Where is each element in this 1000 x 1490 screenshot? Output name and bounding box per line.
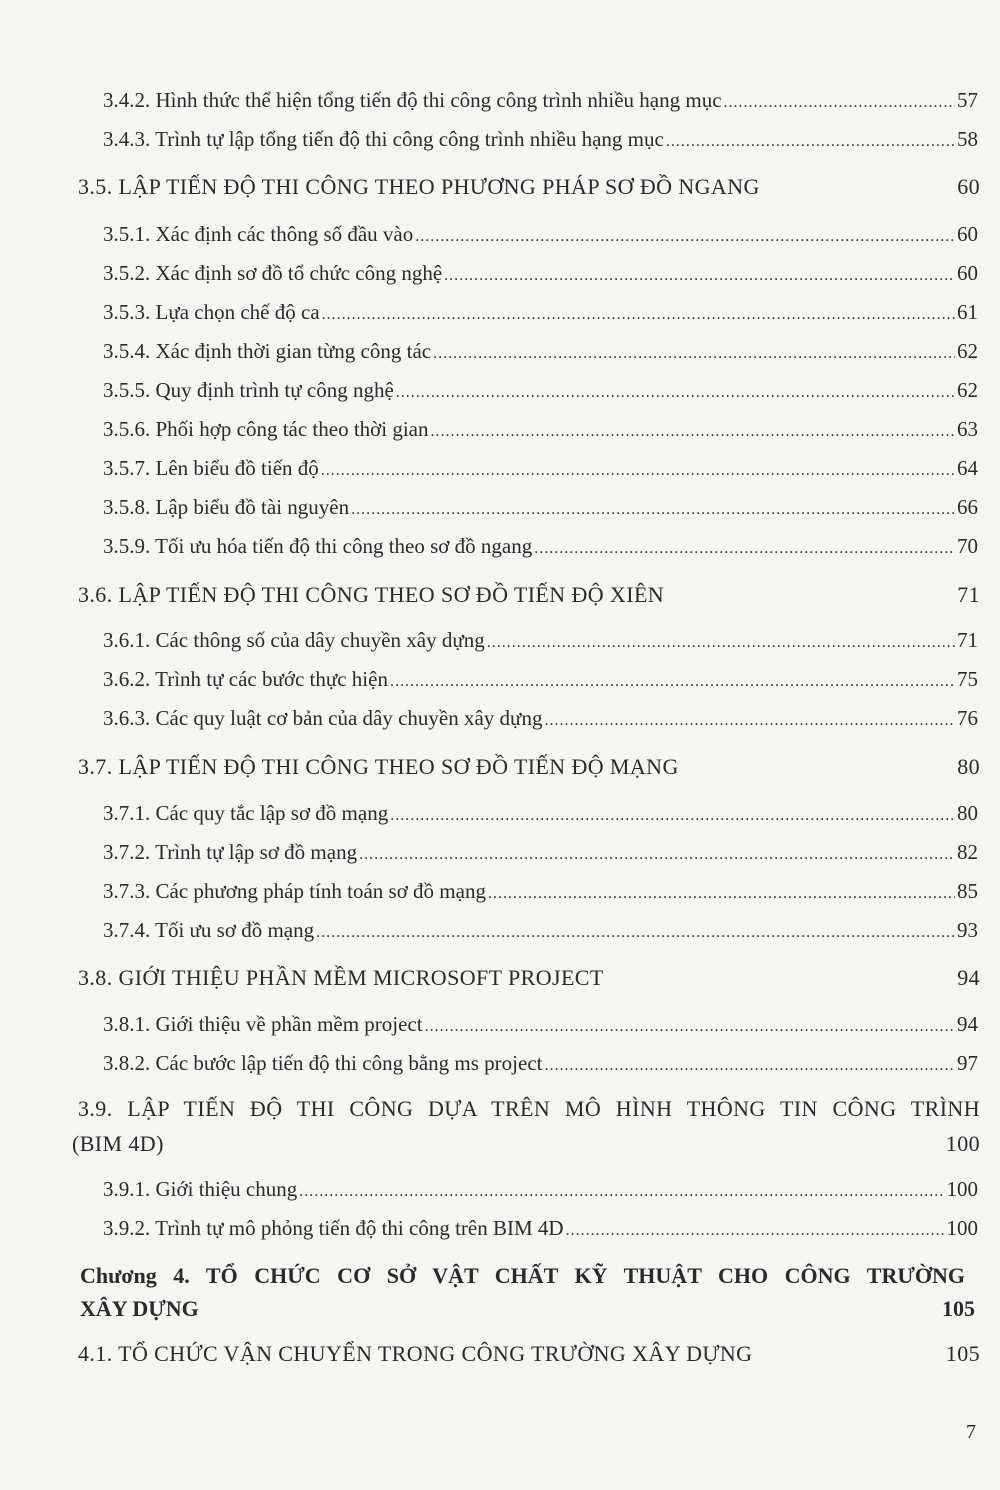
toc-entry-3-6-1 <box>103 628 978 653</box>
toc-entry-page: 85 <box>957 879 978 903</box>
toc-entry-3-5-3 <box>103 300 978 325</box>
toc-section-page: 105 <box>945 1341 980 1366</box>
dot-leader <box>724 94 955 112</box>
toc-chapter-title-cont: XÂY DỰNG <box>80 1296 199 1321</box>
toc-section-3-6 <box>78 582 980 608</box>
toc-entry-3-5-2 <box>103 261 978 286</box>
toc-entry-title: 3.8.2. Các bước lập tiến độ thi công bằng ms project <box>103 1051 543 1075</box>
toc-entry-3-7-2 <box>103 840 978 865</box>
toc-entry-3-7-1 <box>103 801 978 826</box>
toc-entry-title: 3.5.2. Xác định sơ đồ tổ chức công nghệ <box>103 261 443 285</box>
toc-entry-title: 3.7.4. Tối ưu sơ đồ mạng <box>103 918 315 942</box>
dot-leader <box>566 1222 945 1240</box>
toc-entry-page: 62 <box>957 339 978 363</box>
toc-entry-title: 3.9.1. Giới thiệu chung <box>103 1177 298 1201</box>
toc-entry-title: 3.9.2. Trình tự mô phỏng tiến độ thi công trên BIM 4D <box>103 1216 564 1240</box>
toc-section-title-cont: (BIM 4D) <box>72 1131 164 1156</box>
dot-leader <box>544 1057 955 1075</box>
toc-entry-title: 3.5.9. Tối ưu hóa tiến độ thi công theo sơ đồ ngang <box>103 534 533 558</box>
toc-entry-title: 3.5.6. Phối hợp công tác theo thời gian <box>103 417 429 441</box>
toc-entry-page: 61 <box>957 300 978 324</box>
toc-section-3-8 <box>78 965 980 991</box>
dot-leader <box>390 673 955 691</box>
dot-leader <box>544 712 955 730</box>
toc-entry-title: 3.6.3. Các quy luật cơ bản của dây chuyền xây dựng <box>103 706 543 730</box>
dot-leader <box>425 1018 955 1036</box>
toc-entry-page: 64 <box>957 456 978 480</box>
toc-entry-title: 3.5.8. Lập biểu đồ tài nguyên <box>103 495 350 519</box>
dot-leader <box>415 228 955 246</box>
toc-entry-3-7-3 <box>103 879 978 904</box>
toc-section-page: 94 <box>957 965 980 990</box>
dot-leader <box>534 540 955 558</box>
toc-entry-3-7-4 <box>103 918 978 943</box>
toc-entry-3-5-7 <box>103 456 978 481</box>
toc-entry-page: 63 <box>957 417 978 441</box>
toc-entry-3-8-2 <box>103 1051 978 1076</box>
toc-entry-3-4-2 <box>103 88 978 113</box>
toc-section-title: 3.8. GIỚI THIỆU PHẦN MỀM MICROSOFT PROJECT <box>78 965 604 990</box>
toc-section-page: 60 <box>957 174 980 199</box>
toc-entry-page: 70 <box>957 534 978 558</box>
toc-entry-page: 75 <box>957 667 978 691</box>
toc-entry-3-5-9 <box>103 534 978 559</box>
toc-entry-3-5-4 <box>103 339 978 364</box>
toc-entry-3-5-1 <box>103 222 978 247</box>
toc-chapter-page: 105 <box>942 1296 975 1321</box>
dot-leader <box>488 885 955 903</box>
toc-entry-page: 82 <box>957 840 978 864</box>
toc-entry-title: 3.5.4. Xác định thời gian từng công tác <box>103 339 432 363</box>
dot-leader <box>321 462 955 480</box>
dot-leader <box>487 634 955 652</box>
toc-entry-page: 100 <box>946 1177 978 1201</box>
toc-entry-3-9-1 <box>103 1177 978 1202</box>
toc-section-3-7 <box>78 754 980 780</box>
toc-entry-title: 3.6.1. Các thông số của dây chuyền xây dựng <box>103 628 485 652</box>
dot-leader <box>351 501 955 519</box>
dot-leader <box>316 924 955 942</box>
toc-section-4-1 <box>78 1341 980 1367</box>
toc-chapter-4-line1: Chương 4. TỔ CHỨC CƠ SỞ VẬT CHẤT KỸ THUẬT CHO CÔNG TRƯỜNG <box>80 1263 965 1288</box>
toc-entry-title: 3.7.1. Các quy tắc lập sơ đồ mạng <box>103 801 389 825</box>
dot-leader <box>299 1183 944 1201</box>
toc-entry-page: 80 <box>957 801 978 825</box>
toc-entry-page: 60 <box>957 222 978 246</box>
toc-entry-title: 3.5.7. Lên biểu đồ tiến độ <box>103 456 319 480</box>
toc-entry-title: 3.8.1. Giới thiệu về phần mềm project <box>103 1012 423 1036</box>
toc-entry-page: 66 <box>957 495 978 519</box>
toc-section-3-9 <box>72 1131 980 1157</box>
toc-section-title: 3.5. LẬP TIẾN ĐỘ THI CÔNG THEO PHƯƠNG PHÁP SƠ ĐỒ NGANG <box>78 174 760 199</box>
toc-entry-title: 3.5.3. Lựa chọn chế độ ca <box>103 300 320 324</box>
toc-entry-3-5-8 <box>103 495 978 520</box>
toc-entry-3-5-5 <box>103 378 978 403</box>
toc-entry-3-6-2 <box>103 667 978 692</box>
toc-section-page: 100 <box>945 1131 980 1156</box>
toc-section-title: 4.1. TỔ CHỨC VẬN CHUYỂN TRONG CÔNG TRƯỜNG XÂY DỰNG <box>78 1341 753 1366</box>
toc-entry-3-5-6 <box>103 417 978 442</box>
dot-leader <box>666 133 955 151</box>
toc-entry-3-6-3 <box>103 706 978 731</box>
toc-section-3-5 <box>78 174 980 200</box>
dot-leader <box>359 846 955 864</box>
toc-entry-title: 3.5.5. Quy định trình tự công nghệ <box>103 378 394 402</box>
toc-entry-title: 3.7.2. Trình tự lập sơ đồ mạng <box>103 840 358 864</box>
toc-entry-title: 3.6.2. Trình tự các bước thực hiện <box>103 667 388 691</box>
toc-entry-title: 3.7.3. Các phương pháp tính toán sơ đồ mạng <box>103 879 486 903</box>
dot-leader <box>390 807 955 825</box>
toc-entry-page: 71 <box>957 628 978 652</box>
toc-entry-title: 3.4.3. Trình tự lập tổng tiến độ thi công công trình nhiều hạng mục <box>103 127 664 151</box>
toc-entry-title: 3.5.1. Xác định các thông số đầu vào <box>103 222 414 246</box>
dot-leader <box>444 267 955 285</box>
toc-section-title: 3.6. LẬP TIẾN ĐỘ THI CÔNG THEO SƠ ĐỒ TIẾN ĐỘ XIÊN <box>78 582 665 607</box>
toc-entry-page: 57 <box>957 88 978 112</box>
toc-section-3-9-line1: 3.9. LẬP TIẾN ĐỘ THI CÔNG DỰA TRÊN MÔ HÌNH THÔNG TIN CÔNG TRÌNH <box>78 1096 980 1121</box>
toc-entry-3-8-1 <box>103 1012 978 1037</box>
dot-leader <box>431 423 956 441</box>
dot-leader <box>396 384 955 402</box>
toc-entry-page: 100 <box>946 1216 978 1240</box>
toc-section-page: 80 <box>957 754 980 779</box>
toc-entry-page: 60 <box>957 261 978 285</box>
toc-section-title: 3.7. LẬP TIẾN ĐỘ THI CÔNG THEO SƠ ĐỒ TIẾN ĐỘ MẠNG <box>78 754 679 779</box>
toc-chapter-4 <box>80 1296 975 1322</box>
dot-leader <box>433 345 955 363</box>
toc-entry-page: 76 <box>957 706 978 730</box>
page-number: 7 <box>966 1421 976 1443</box>
toc-entry-title: 3.4.2. Hình thức thể hiện tổng tiến độ thi công công trình nhiều hạng mục <box>103 88 722 112</box>
toc-entry-page: 97 <box>957 1051 978 1075</box>
toc-entry-3-4-3 <box>103 127 978 152</box>
dot-leader <box>322 306 955 324</box>
toc-section-page: 71 <box>957 582 980 607</box>
toc-entry-page: 93 <box>957 918 978 942</box>
toc-entry-3-9-2 <box>103 1216 978 1241</box>
toc-entry-page: 94 <box>957 1012 978 1036</box>
toc-entry-page: 58 <box>957 127 978 151</box>
toc-entry-page: 62 <box>957 378 978 402</box>
